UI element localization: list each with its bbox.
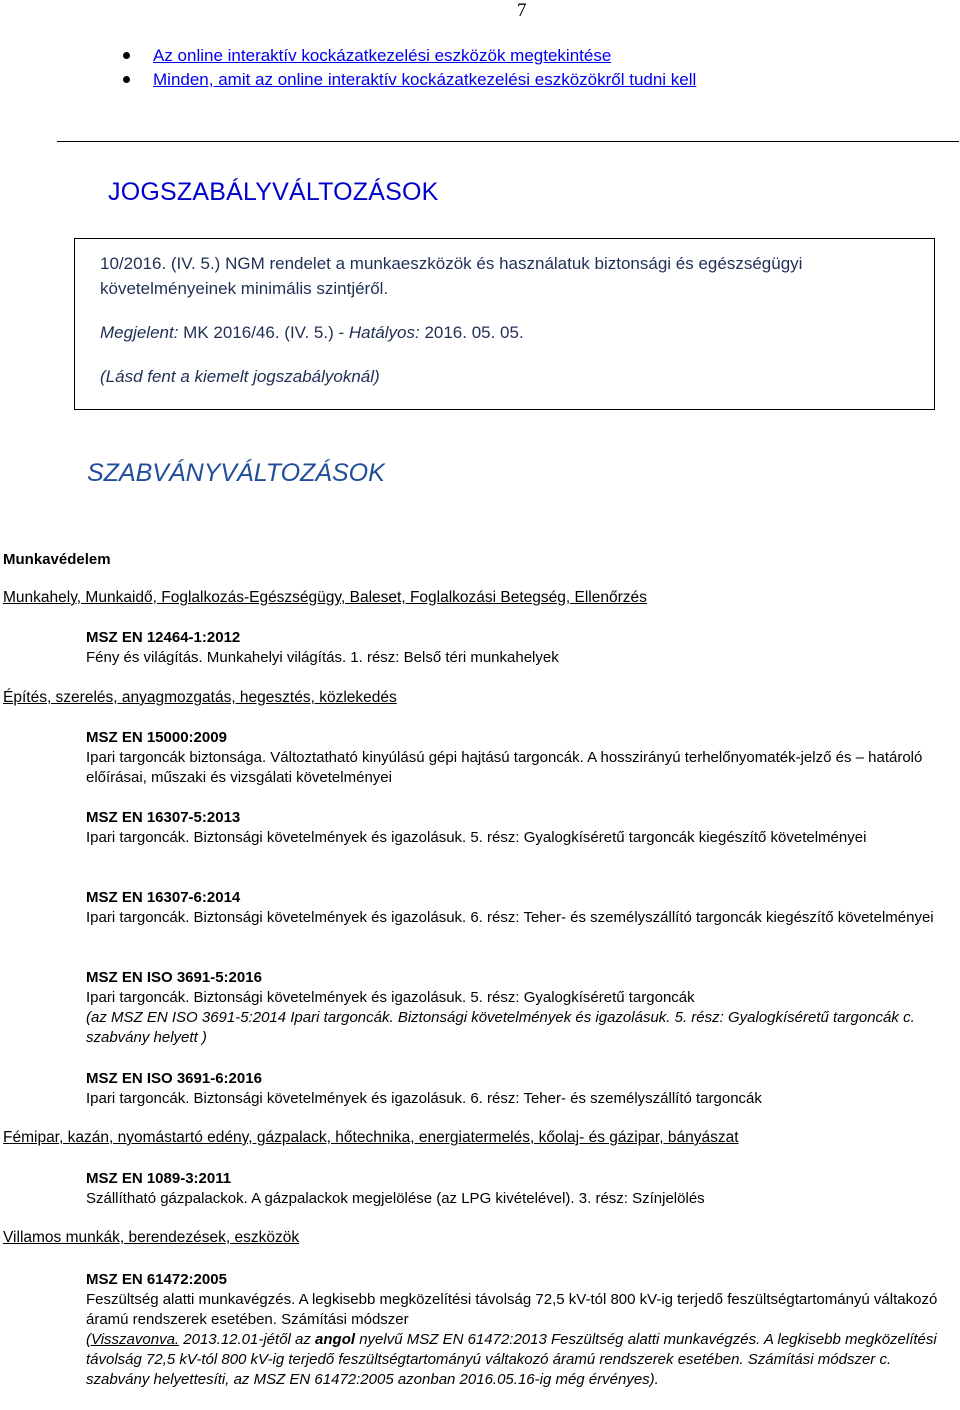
regulation-title-line2: követelményeinek minimális szintjéről. <box>100 279 389 298</box>
link-list <box>120 44 696 92</box>
horizontal-rule <box>57 141 959 142</box>
standard-item <box>86 888 956 928</box>
regulation-note: (Lásd fent a kiemelt jogszabályoknál) <box>100 367 380 386</box>
standard-description: Ipari targoncák. Biztonsági követelmények és igazolásuk. 5. rész: Gyalogkíséretű targoncák kiegészítő követelményei <box>86 829 867 846</box>
heading-szabvanyvaltozasok: SZABVÁNYVÁLTOZÁSOK <box>87 459 385 487</box>
revoked-date: 2013.12.01-jétől az <box>179 1331 316 1348</box>
hatalyos-value: 2016. 05. 05. <box>419 323 524 342</box>
standard-item <box>86 728 956 788</box>
standard-code: MSZ EN 12464-1:2012 <box>86 629 241 646</box>
megjelent-label: Megjelent: <box>100 323 179 342</box>
standard-description: Feszültség alatti munkavégzés. A legkisebb megközelítési távolság 72,5 kV-tól 800 kV-ig terjedő feszültségtartományú váltakozó áramú rendszerek esetében. Számítási módszer <box>86 1291 938 1328</box>
heading-jogszabalyvaltozasok: JOGSZABÁLYVÁLTOZÁSOK <box>108 178 439 206</box>
regulation-box <box>74 238 935 410</box>
standard-code: MSZ EN 15000:2009 <box>86 729 227 746</box>
standard-description: Fény és világítás. Munkahelyi világítás. 1. rész: Belső téri munkahelyek <box>86 649 559 666</box>
standard-description: Ipari targoncák. Biztonsági követelmények és igazolásuk. 5. rész: Gyalogkíséretű targoncák <box>86 989 695 1006</box>
standard-code: MSZ EN 16307-6:2014 <box>86 889 241 906</box>
revoked-rest: nyelvű MSZ EN 61472:2013 Feszültség alatti munkavégzés. A legkisebb megközelítési távolság 72,5 kV-tól 800 kV-ig terjedő feszültségtartományú váltakozó áramú rendszerek esetében. Számítási módszer c. szabvány helyettesíti, az MSZ EN 61472:2005 azonban 2016.05.16-ig még érvényes). <box>86 1331 937 1388</box>
standard-item <box>86 808 956 848</box>
standard-item <box>86 1069 956 1109</box>
standard-code: MSZ EN ISO 3691-5:2016 <box>86 969 262 986</box>
revoked-label: (Visszavonva. <box>86 1331 180 1348</box>
standard-code: MSZ EN 61472:2005 <box>86 1271 227 1288</box>
megjelent-value: MK 2016/46. (IV. 5.) - <box>178 323 349 342</box>
standard-description: Ipari targoncák. Biztonsági követelmények és igazolásuk. 6. rész: Teher- és személyszállító targoncák <box>86 1090 762 1107</box>
category-villamos: Villamos munkák, berendezések, eszközök <box>3 1229 300 1246</box>
standard-item <box>86 1169 956 1209</box>
standard-code: MSZ EN 16307-5:2013 <box>86 809 241 826</box>
standard-code: MSZ EN ISO 3691-6:2016 <box>86 1070 262 1087</box>
standard-description: Szállítható gázpalackok. A gázpalackok megjelölése (az LPG kivételével). 3. rész: Színjelölés <box>86 1190 705 1207</box>
standard-description: Ipari targoncák. Biztonsági követelmények és igazolásuk. 6. rész: Teher- és személyszállító targoncák kiegészítő követelményei <box>86 909 934 926</box>
regulation-dates <box>100 323 524 343</box>
category-femipar: Fémipar, kazán, nyomástartó edény, gázpalack, hőtechnika, energiatermelés, kőolaj- és gázipar, bányászat <box>3 1129 739 1146</box>
standard-description: Ipari targoncák biztonsága. Változtatható kinyúlású gépi hajtású targoncák. A hosszirányú terhelőnyomaték-jelző és – határoló előírásai, műszaki és vizsgálati követelményei <box>86 749 923 786</box>
category-epites: Építés, szerelés, anyagmozgatás, hegesztés, közlekedés <box>3 689 397 706</box>
revoked-angol: angol <box>315 1331 356 1348</box>
link-about-tools[interactable]: Minden, amit az online interaktív kockázatkezelési eszközökről tudni kell <box>153 70 697 89</box>
standard-note: (az MSZ EN ISO 3691-5:2014 Ipari targoncák. Biztonsági követelmények és igazolásuk. 5. rész: Gyalogkíséretű targoncák c. szabvány helyett ) <box>86 1009 915 1046</box>
regulation-title-line1: 10/2016. (IV. 5.) NGM rendelet a munkaeszközök és használatuk biztonsági és egészségügyi <box>100 254 803 273</box>
standard-item <box>86 1270 956 1390</box>
page-number: 7 <box>517 0 527 21</box>
section-munkavedelem: Munkavédelem <box>3 551 111 568</box>
standard-revocation-note <box>86 1330 956 1390</box>
link-list-item[interactable] <box>120 44 696 68</box>
link-list-item[interactable] <box>120 68 696 92</box>
standard-item <box>86 628 956 668</box>
link-view-tools[interactable]: Az online interaktív kockázatkezelési eszközök megtekintése <box>153 46 612 65</box>
standard-item <box>86 968 956 1048</box>
category-munkahely: Munkahely, Munkaidő, Foglalkozás-Egészségügy, Baleset, Foglalkozási Betegség, Ellenőrzés <box>3 589 647 606</box>
hatalyos-label: Hatályos: <box>348 323 420 342</box>
standard-code: MSZ EN 1089-3:2011 <box>86 1170 232 1187</box>
